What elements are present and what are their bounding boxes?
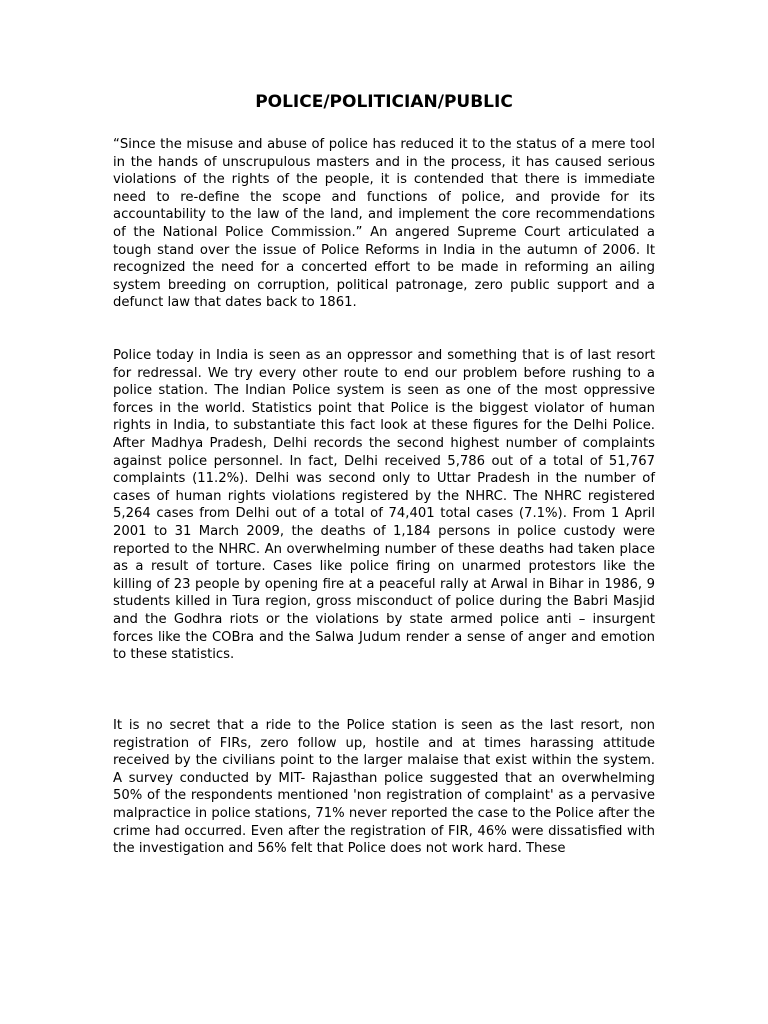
paragraph-police-statistics: Police today in India is seen as an oppressor and something that is of last resort for redressal. We try every other route to end our problem before rushing to a police station. The Indian Police system is seen as one of the most oppressive forces in the world. Statistics point that Police is the biggest violator of human rights in India, to substantiate this fact look at these figures for the Delhi Police. After Madhya Pradesh, Delhi records the second highest number of complaints against police personnel. In fact, Delhi received 5,786 out of a total of 51,767 complaints (11.2%). Delhi was second only to Uttar Pradesh in the number of cases of human rights violations registered by the NHRC. The NHRC registered 5,264 cases from Delhi out of a total of 74,401 total cases (7.1%). From 1 April 2001 to 31 March 2009, the deaths of 1,184 persons in police custody were reported to the NHRC. An overwhelming number of these deaths had taken place as a result of torture. Cases like police firing on unarmed protestors like the killing of 23 people by opening fire at a peaceful rally at Arwal in Bihar in 1986, 9 students killed in Tura region, gross misconduct of police during the Babri Masjid and the Godhra riots or the violations by state armed police anti – insurgent forces like the COBra and the Salwa Judum render a sense of anger and emotion to these statistics.: [113, 348, 655, 663]
document-title: POLICE/POLITICIAN/PUBLIC: [255, 92, 513, 112]
paragraph-supreme-court-quote: “Since the misuse and abuse of police has reduced it to the status of a mere tool in the hands of unscrupulous masters and in the process, it has caused serious violations of the rights of the people, it is contended that there is immediate need to re-define the scope and functions of police, and provide for its accountability to the law of the land, and implement the core recommendations of the National Police Commission.” An angered Supreme Court articulated a tough stand over the issue of Police Reforms in India in the autumn of 2006. It recognized the need for a concerted effort to be made in reforming an ailing system breeding on corruption, political patronage, zero public support and a defunct law that dates back to 1861.: [113, 137, 655, 311]
paragraph-survey-findings: It is no secret that a ride to the Police station is seen as the last resort, non registration of FIRs, zero follow up, hostile and at times harassing attitude received by the civilians point to the larger malaise that exist within the system. A survey conducted by MIT- Rajasthan police suggested that an overwhelming 50% of the respondents mentioned 'non registration of complaint' as a pervasive malpractice in police stations, 71% never reported the case to the Police after the crime had occurred. Even after the registration of FIR, 46% were dissatisfied with the investigation and 56% felt that Police does not work hard. These: [113, 718, 655, 857]
